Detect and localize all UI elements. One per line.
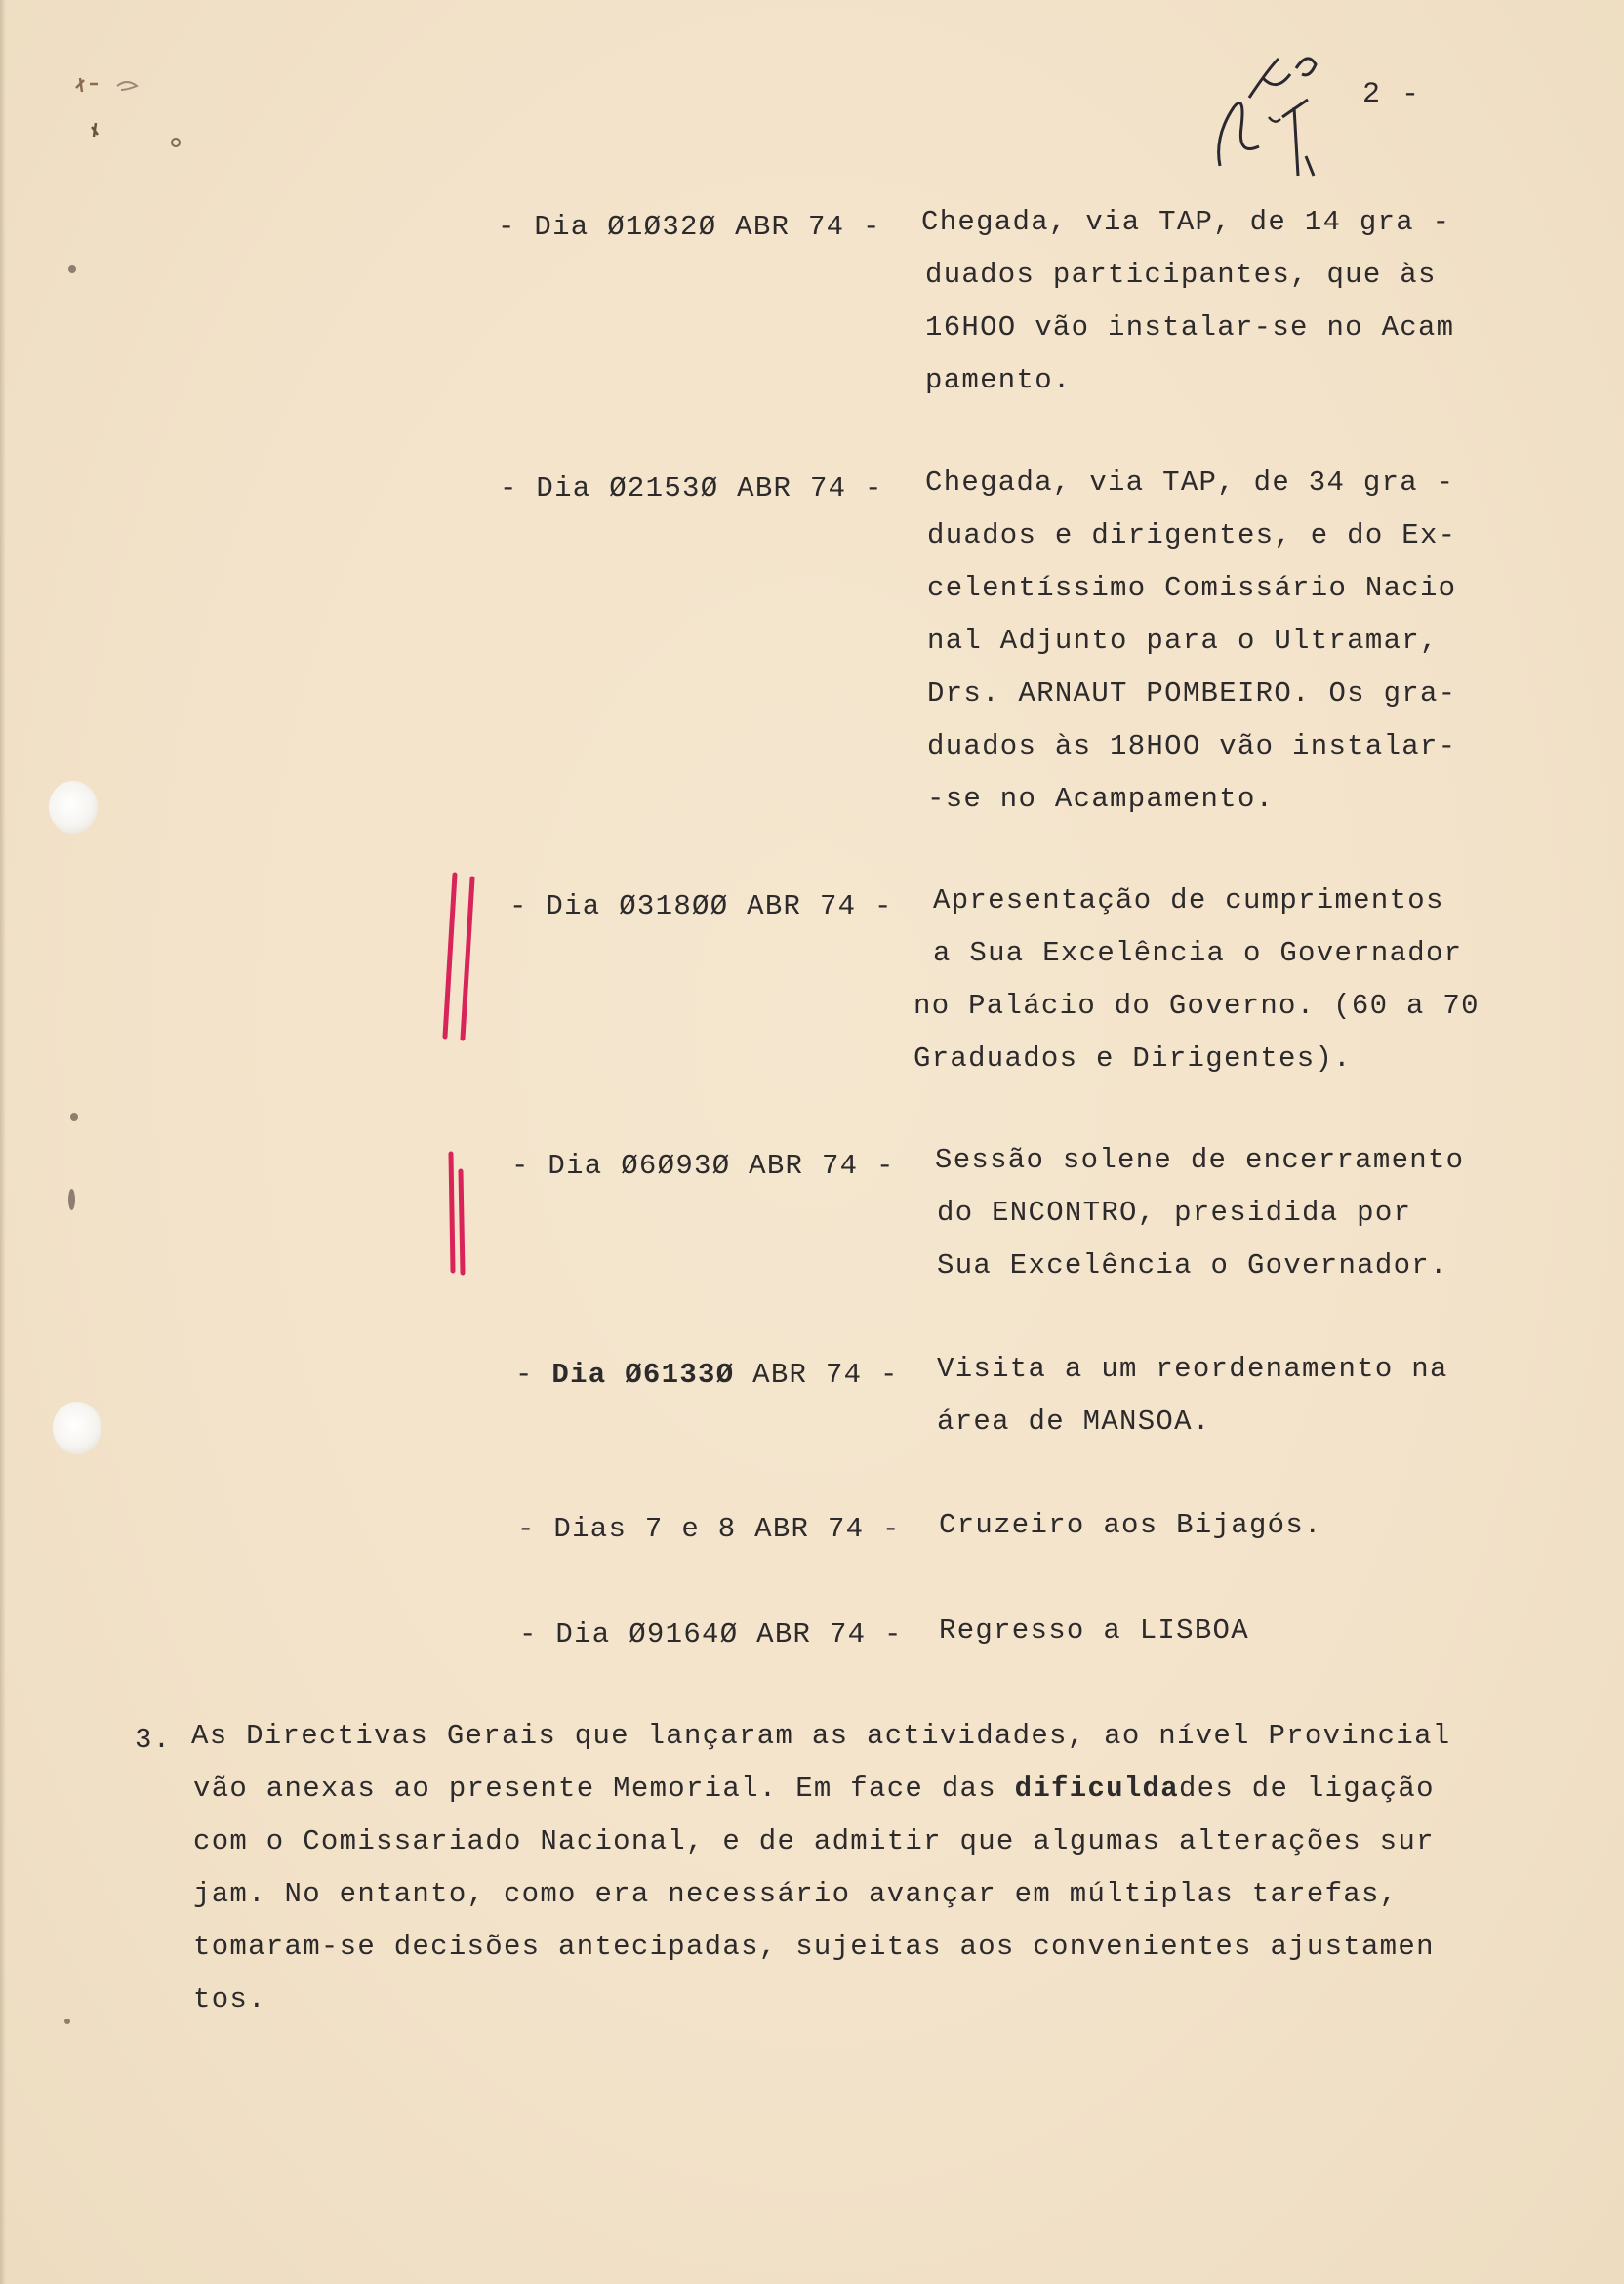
schedule-date-5 (515, 1349, 899, 1402)
red-margin-mark (439, 871, 488, 1046)
schedule-line: Graduados e Dirigentes). (914, 1042, 1352, 1075)
section-3-line: jam. No entanto, como era necessário avançar em múltiplas tarefas, (193, 1878, 1399, 1910)
schedule-date-3: - Dia Ø318ØØ ABR 74 - (509, 890, 893, 922)
schedule-line: nal Adjunto para o Ultramar, (927, 625, 1439, 657)
schedule-date-4: - Dia Ø6Ø93Ø ABR 74 - (511, 1150, 895, 1182)
schedule-line: Sessão solene de encerramento (935, 1144, 1465, 1176)
schedule-date-2: - Dia Ø2153Ø ABR 74 - (500, 472, 883, 505)
schedule-line: celentíssimo Comissário Nacio (927, 572, 1457, 604)
schedule-line: Drs. ARNAUT POMBEIRO. Os gra- (927, 677, 1457, 710)
corner-handwriting (68, 68, 195, 156)
schedule-line: Chegada, via TAP, de 14 gra - (921, 206, 1451, 238)
section-3-line: tomaram-se decisões antecipadas, sujeitas aos convenientes ajustamen (193, 1931, 1435, 1963)
schedule-date-6: - Dias 7 e 8 ABR 74 - (517, 1513, 901, 1545)
date-suffix: ABR 74 - (734, 1359, 899, 1391)
section-3-line (193, 1763, 1435, 1815)
schedule-line: -se no Acampamento. (927, 783, 1275, 815)
handwritten-initials (1200, 39, 1347, 185)
punch-hole (53, 1402, 102, 1454)
schedule-line: pamento. (925, 364, 1072, 396)
text-span-bold: dificulda (1014, 1773, 1179, 1805)
schedule-line: duados participantes, que às (925, 259, 1437, 291)
schedule-line: Cruzeiro aos Bijagós. (939, 1509, 1322, 1541)
paper-speck (70, 1113, 78, 1121)
date-bold: Dia Ø6133Ø (551, 1359, 735, 1391)
schedule-line: Chegada, via TAP, de 34 gra - (925, 467, 1455, 499)
paper-speck (64, 2019, 70, 2024)
schedule-line: Apresentação de cumprimentos (933, 884, 1444, 917)
schedule-line: no Palácio do Governo. (60 a 70 (914, 990, 1480, 1022)
punch-hole (49, 781, 98, 834)
schedule-date-1: - Dia Ø1Ø32Ø ABR 74 - (498, 211, 881, 243)
page-number: 2 - (1362, 78, 1422, 111)
text-span: des de ligação (1178, 1773, 1435, 1805)
section-3-number: 3. (135, 1724, 172, 1756)
date-prefix: - (515, 1359, 552, 1391)
section-3-line: com o Comissariado Nacional, e de admitir que algumas alterações sur (193, 1825, 1435, 1857)
schedule-line: Regresso a LISBOA (939, 1614, 1249, 1647)
schedule-line: do ENCONTRO, presidida por (937, 1197, 1412, 1229)
schedule-line: Sua Excelência o Governador. (937, 1249, 1448, 1282)
red-margin-mark (441, 1150, 480, 1277)
schedule-line: 16HOO vão instalar-se no Acam (925, 311, 1455, 344)
paper-speck (68, 265, 76, 273)
schedule-line: área de MANSOA. (937, 1406, 1211, 1438)
schedule-line: a Sua Excelência o Governador (933, 937, 1463, 969)
schedule-line: duados e dirigentes, e do Ex- (927, 519, 1457, 551)
schedule-date-7: - Dia Ø9164Ø ABR 74 - (519, 1618, 903, 1651)
paper-speck (68, 1189, 75, 1210)
section-3-line: As Directivas Gerais que lançaram as actividades, ao nível Provincial (191, 1720, 1451, 1752)
schedule-line: Visita a um reordenamento na (937, 1353, 1448, 1385)
section-3-line: tos. (193, 1983, 266, 2016)
schedule-line: duados às 18HOO vão instalar- (927, 730, 1457, 762)
text-span: vão anexas ao presente Memorial. Em face das (193, 1773, 1015, 1805)
